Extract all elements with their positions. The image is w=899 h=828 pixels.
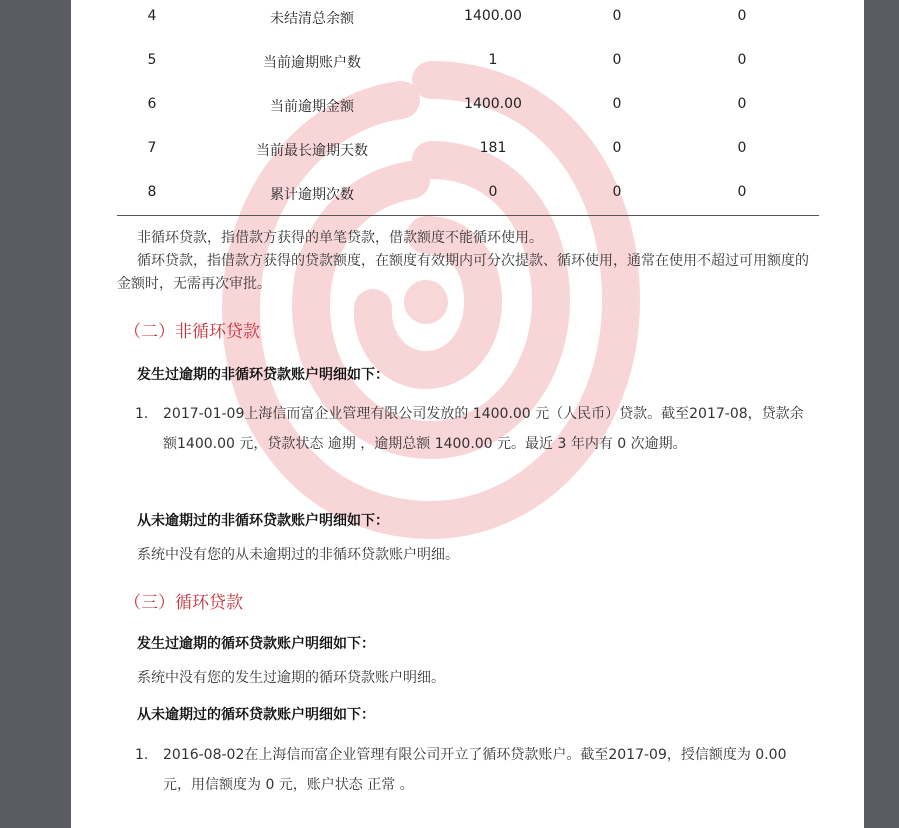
table-row: 6 当前逾期金额 1400.00 0 0 xyxy=(147,96,747,115)
overdue-revolving-heading: 发生过逾期的循环贷款账户明细如下： xyxy=(137,636,375,652)
table-row: 4 未结清总余额 1400.00 0 0 xyxy=(147,8,747,27)
revolving-note: 循环贷款，指借款方获得的贷款额度，在额度有效期内可分次提款、循环使用，通常在使用不超过可用额度的金额时，无需再次审批。 xyxy=(117,253,809,292)
list-item: 1. 2017-01-09上海信而富企业管理有限公司发放的 1400.00 元（人民币）贷款。截至2017-08，贷款余额1400.00 元，贷款状态 逾期 ，逾期总额 1400.00 元。最近 3 年内有 0 次逾期。 xyxy=(135,406,804,452)
non-revolving-note: 非循环贷款，指借款方获得的单笔贷款，借款额度不能循环使用。 xyxy=(137,230,543,246)
summary-table xyxy=(117,0,819,220)
overdue-revolving-text: 系统中没有您的发生过逾期的循环贷款账户明细。 xyxy=(137,670,445,686)
section-title-revolving: （三）循环贷款 xyxy=(124,593,243,613)
never-overdue-non-revolving-text: 系统中没有您的从未逾期过的非循环贷款账户明细。 xyxy=(137,547,459,563)
list-item: 1. 2016-08-02在上海信而富企业管理有限公司开立了循环贷款账户。截至2017-09，授信额度为 0.00 元，用信额度为 0 元，账户状态 正常 。 xyxy=(135,747,787,793)
overdue-non-revolving-heading: 发生过逾期的非循环贷款账户明细如下： xyxy=(137,367,389,383)
table-row: 8 累计逾期次数 0 0 0 xyxy=(147,184,747,203)
table-bottom-rule xyxy=(117,215,819,216)
document-page xyxy=(71,0,864,828)
table-row: 7 当前最长逾期天数 181 0 0 xyxy=(147,140,747,159)
never-overdue-revolving-heading: 从未逾期过的循环贷款账户明细如下： xyxy=(137,707,375,723)
never-overdue-non-revolving-heading: 从未逾期过的非循环贷款账户明细如下： xyxy=(137,513,389,529)
table-row: 5 当前逾期账户数 1 0 0 xyxy=(147,52,747,71)
section-title-non-revolving: （二）非循环贷款 xyxy=(124,322,260,342)
